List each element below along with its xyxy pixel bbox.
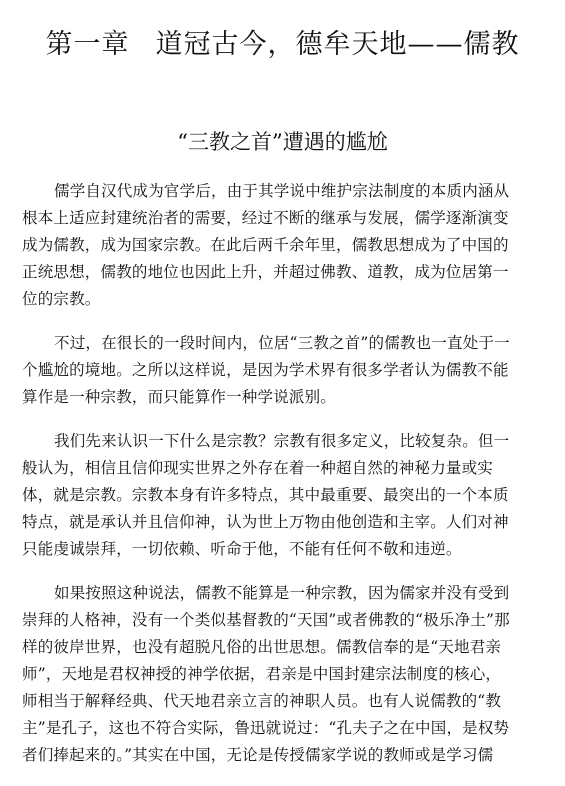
text-line: 算作是一种宗教，而只能算作一种学说派别。	[22, 388, 337, 406]
text-line: 只能虔诚崇拜，一切依赖、听命于他，不能有任何不敬和违逆。	[22, 540, 462, 558]
text-line: 般认为，相信且信仰现实世界之外存在着一种超自然的神秘力量或实	[22, 459, 494, 477]
text-line: 位的宗教。	[22, 290, 101, 308]
text-line: 主”是孔子，这也不符合实际，鲁迅就说过：“孔夫子之在中国，是权势	[22, 719, 510, 737]
chapter-title	[0, 26, 565, 64]
text-line: 不过，在很长的一段时间内，位居“三教之首”的儒教也一直处于一	[54, 334, 510, 352]
section-title: “三教之首”遭遇的尴尬	[177, 130, 388, 154]
text-line: 我们先来认识一下什么是宗教？宗教有很多定义，比较复杂。但一	[54, 432, 510, 450]
text-line: 个尴尬的境地。之所以这样说，是因为学术界有很多学者认为儒教不能	[22, 361, 509, 379]
text-line: 如果按照这种说法，儒教不能算是一种宗教，因为儒家并没有受到	[54, 584, 510, 602]
text-line: 成为儒教，成为国家宗教。在此后两千余年里，儒教思想成为了中国的	[22, 236, 509, 254]
text-line: 正统思想，儒教的地位也因此上升，并超过佛教、道教，成为位居第一	[22, 263, 509, 281]
text-line: 儒学自汉代成为官学后，由于其学说中维护宗法制度的本质内涵从	[54, 182, 510, 200]
text-line: 师相当于解释经典、代天地君亲立言的神职人员。也有人说儒教的“教	[22, 692, 502, 710]
text-line: 者们捧起来的。”其实在中国，无论是传授儒家学说的教师或是学习儒	[22, 746, 494, 764]
paragraph-3	[22, 428, 552, 563]
paragraph-2	[22, 330, 552, 411]
text-line: 样的彼岸世界，也没有超脱凡俗的出世思想。儒教信奉的是“天地君亲	[22, 638, 502, 656]
text-line: 师”，天地是君权神授的神学依据，君亲是中国封建宗法制度的核心，	[22, 665, 502, 683]
chapter-number: 第一章	[45, 29, 130, 60]
paragraph-4	[22, 580, 552, 769]
text-line: 特点，就是承认并且信仰神，认为世上万物由他创造和主宰。人们对神	[22, 513, 509, 531]
text-line: 体，就是宗教。宗教本身有许多特点，其中最重要、最突出的一个本质	[22, 486, 509, 504]
paragraph-1	[22, 178, 552, 313]
chapter-name: 道冠古今，德牟天地——儒教	[155, 29, 520, 60]
body-text	[22, 178, 552, 786]
text-line: 崇拜的人格神，没有一个类似基督教的“天国”或者佛教的“极乐净土”那	[22, 611, 510, 629]
text-line: 根本上适应封建统治者的需要，经过不断的继承与发展，儒学逐渐演变	[22, 209, 509, 227]
